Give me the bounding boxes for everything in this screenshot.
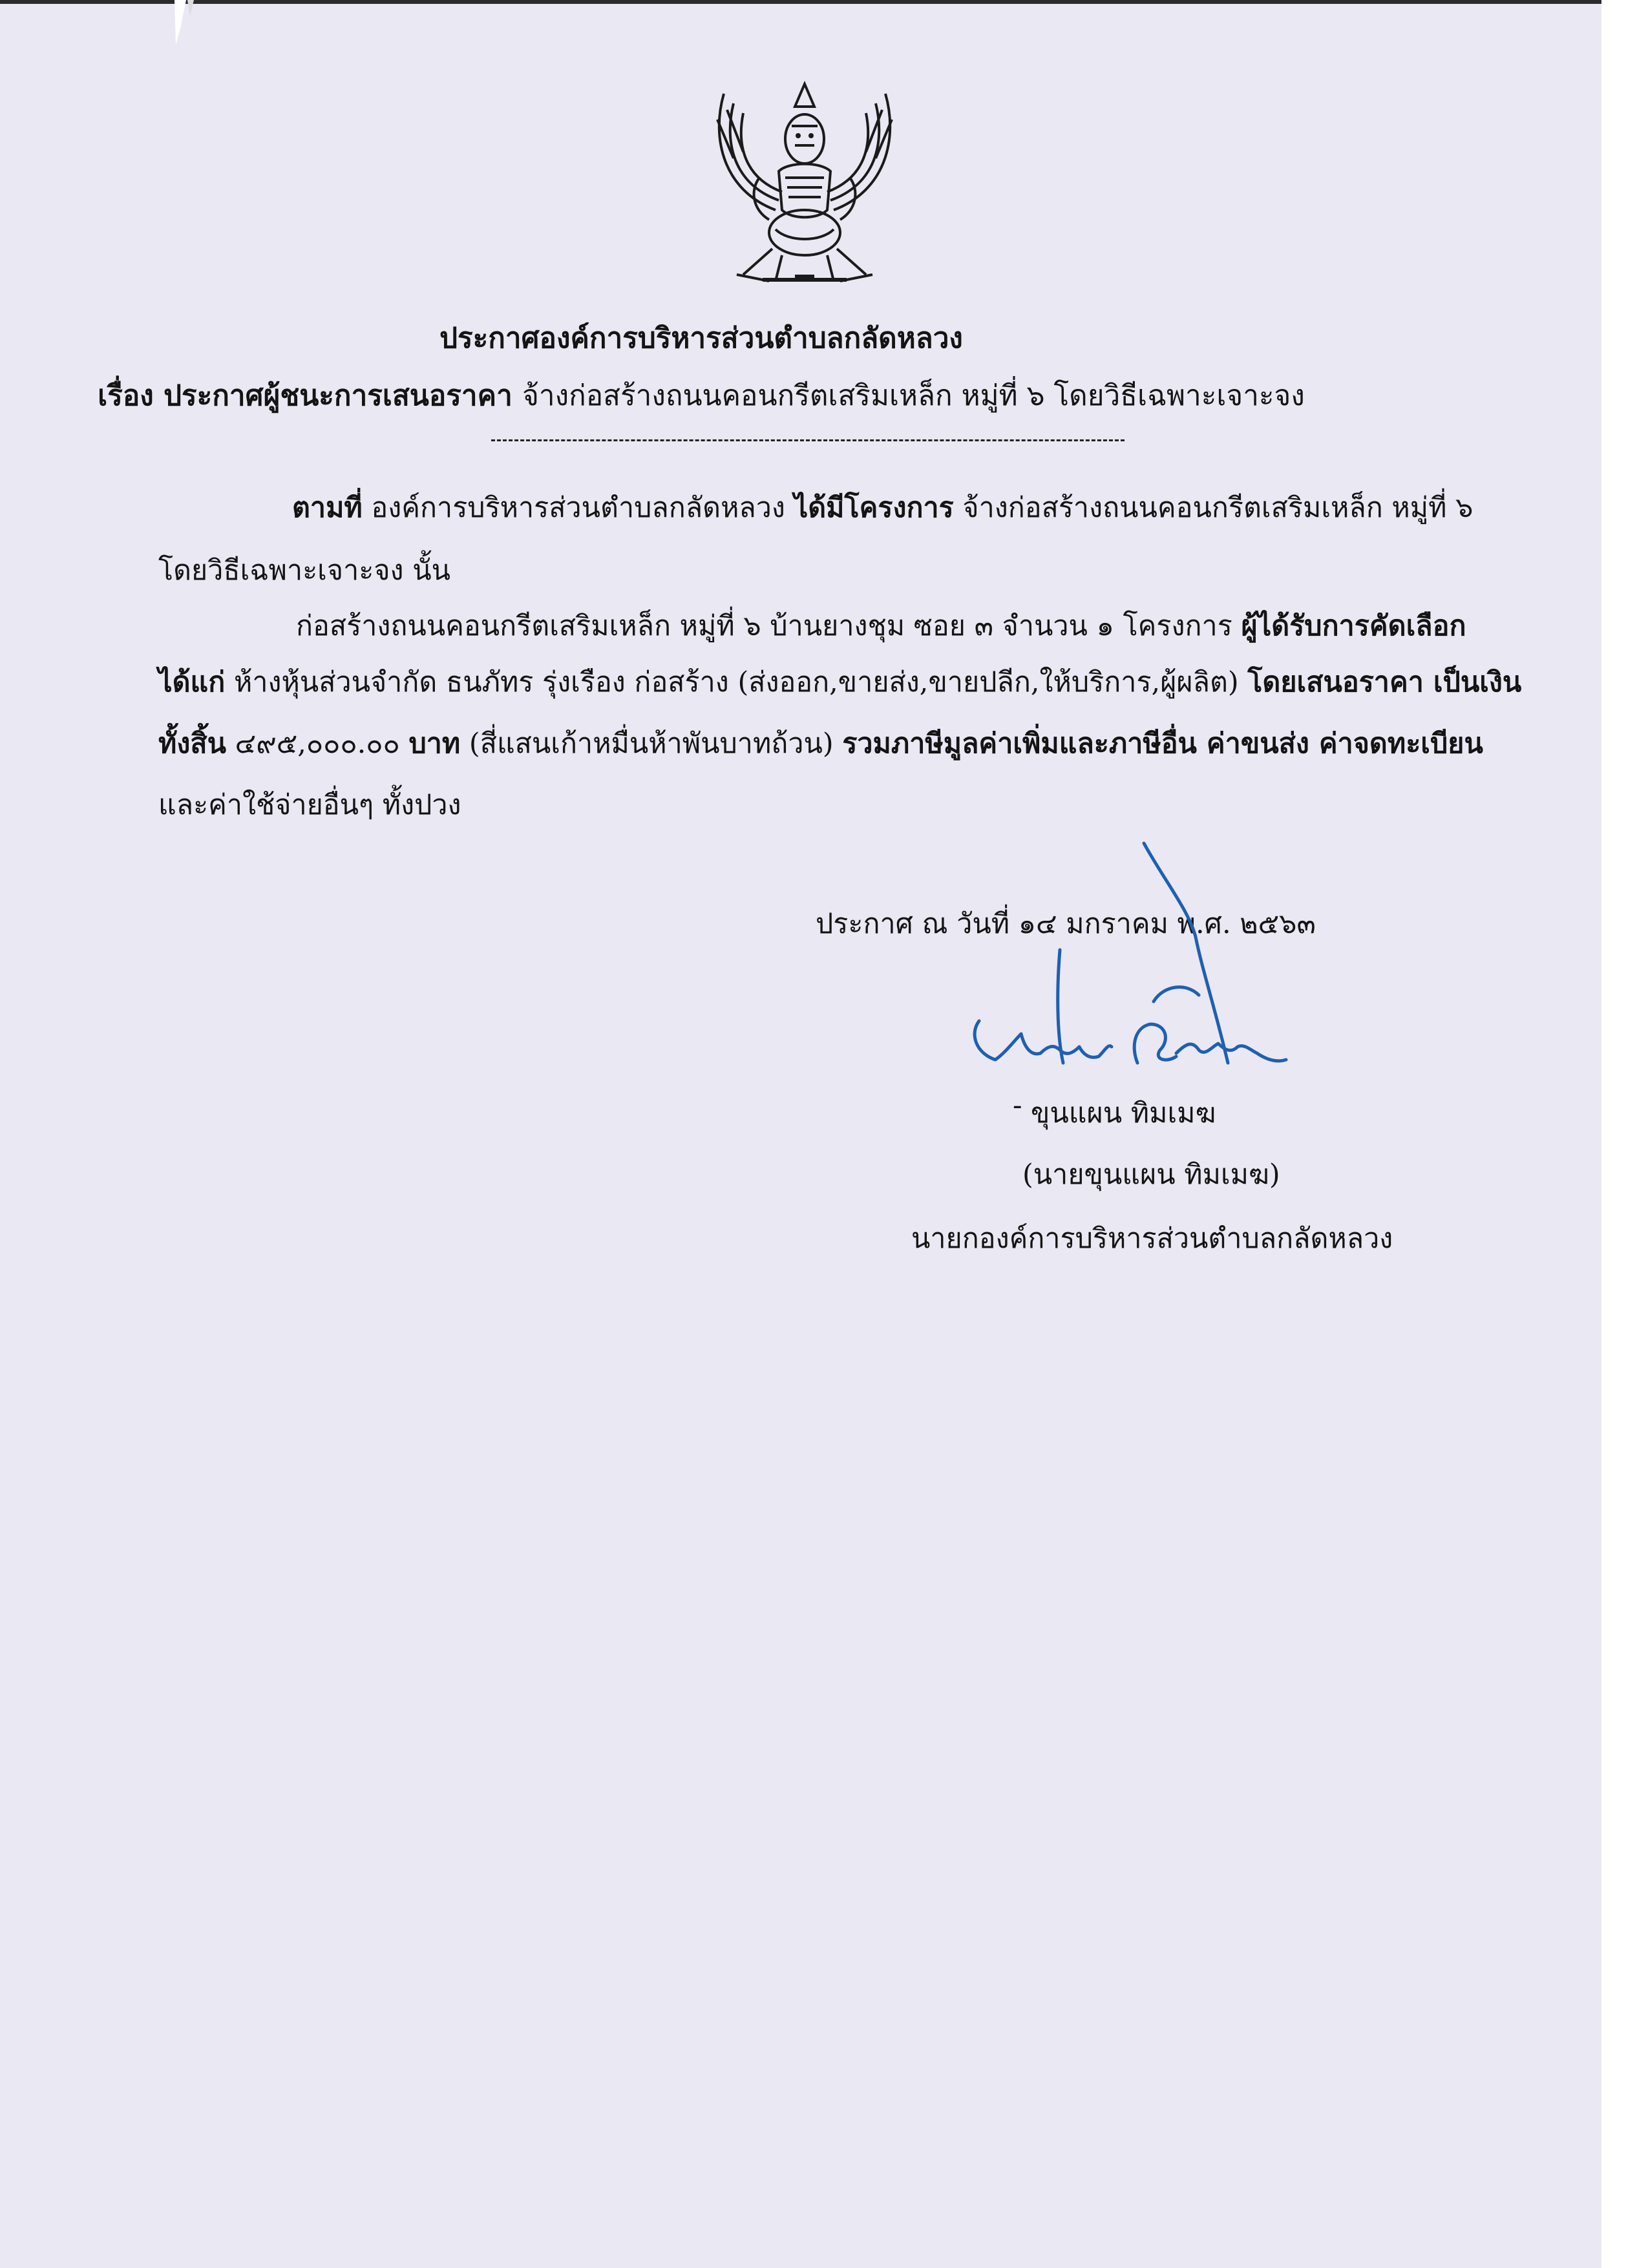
text-run: ก่อสร้างถนนคอนกรีตเสริมเหล็ก หมู่ที่ ๖ บ้านยางชุม ซอย ๓ จำนวน ๑ โครงการ bbox=[296, 610, 1241, 642]
subject-label: เรื่อง bbox=[98, 379, 154, 412]
signer-name bbox=[1013, 1089, 1216, 1135]
scan-right-edge bbox=[1601, 0, 1648, 2268]
text-run: ๔๙๕,๐๐๐.๐๐ bbox=[226, 728, 409, 760]
signer-position: นายกองค์การบริหารส่วนตำบลกลัดหลวง bbox=[911, 1223, 1393, 1255]
text-run: และค่าใช้จ่ายอื่นๆ ทั้งปวง bbox=[158, 789, 461, 821]
scan-artifact bbox=[168, 0, 207, 58]
text-run: ได้มีโครงการ bbox=[794, 492, 954, 524]
text-run: จ้างก่อสร้างถนนคอนกรีตเสริมเหล็ก หมู่ที่ ๖ bbox=[953, 492, 1474, 524]
text-run: (สี่แสนเก้าหมื่นห้าพันบาทถ้วน) bbox=[460, 728, 843, 760]
agency-heading: ประกาศองค์การบริหารส่วนตำบลกลัดหลวง bbox=[439, 322, 963, 355]
text-run: ห้างหุ้นส่วนจำกัด ธนภัทร รุ่งเรือง ก่อสร้าง (ส่งออก,ขายส่ง,ขายปลีก,ให้บริการ,ผู้ผลิต) bbox=[225, 666, 1248, 698]
signature-dot: - bbox=[1013, 1089, 1022, 1122]
signature bbox=[944, 840, 1344, 1086]
subject-heading bbox=[0, 373, 1525, 418]
scan-top-edge bbox=[0, 0, 1601, 4]
text-run: ตามที่ bbox=[292, 492, 363, 524]
paragraph-2-line-2 bbox=[158, 666, 1522, 698]
separator-line bbox=[491, 439, 1125, 441]
text-run: นั้น bbox=[412, 554, 450, 587]
paragraph-1-line-2 bbox=[158, 554, 450, 587]
announcement-date: ประกาศ ณ วันที่ ๑๔ มกราคม พ.ศ. ๒๕๖๓ bbox=[816, 908, 1316, 940]
text-run: ผู้ได้รับการคัดเลือก bbox=[1241, 610, 1466, 642]
paragraph-2-line-4 bbox=[158, 789, 461, 821]
text-run: ได้แก่ bbox=[158, 666, 226, 698]
subject-bold: ประกาศผู้ชนะการเสนอราคา bbox=[164, 379, 512, 412]
paragraph-1-line-1 bbox=[292, 494, 1473, 522]
text-run: โดยวิธีเฉพาะเจาะจง bbox=[158, 554, 413, 587]
signer-name-text: ขุนแผน ทิมเมฆ bbox=[1031, 1097, 1216, 1129]
signer-fullname: (นายขุนแผน ทิมเมฆ) bbox=[1022, 1159, 1280, 1191]
text-run: องค์การบริหารส่วนตำบลกลัดหลวง bbox=[362, 492, 794, 524]
garuda-emblem-icon bbox=[698, 81, 911, 294]
subject-text: จ้างก่อสร้างถนนคอนกรีตเสริมเหล็ก หมู่ที่ ๖ โดยวิธีเฉพาะเจาะจง bbox=[522, 379, 1305, 412]
paragraph-2-line-3 bbox=[158, 730, 1483, 758]
text-run: ทั้งสิ้น bbox=[158, 728, 226, 760]
paragraph-2-line-1 bbox=[296, 610, 1466, 642]
text-run: โดยเสนอราคา เป็นเงิน bbox=[1247, 666, 1522, 698]
text-run: รวมภาษีมูลค่าเพิ่มและภาษีอื่น ค่าขนส่ง ค่าจดทะเบียน bbox=[842, 728, 1483, 760]
text-run: บาท bbox=[408, 728, 461, 760]
